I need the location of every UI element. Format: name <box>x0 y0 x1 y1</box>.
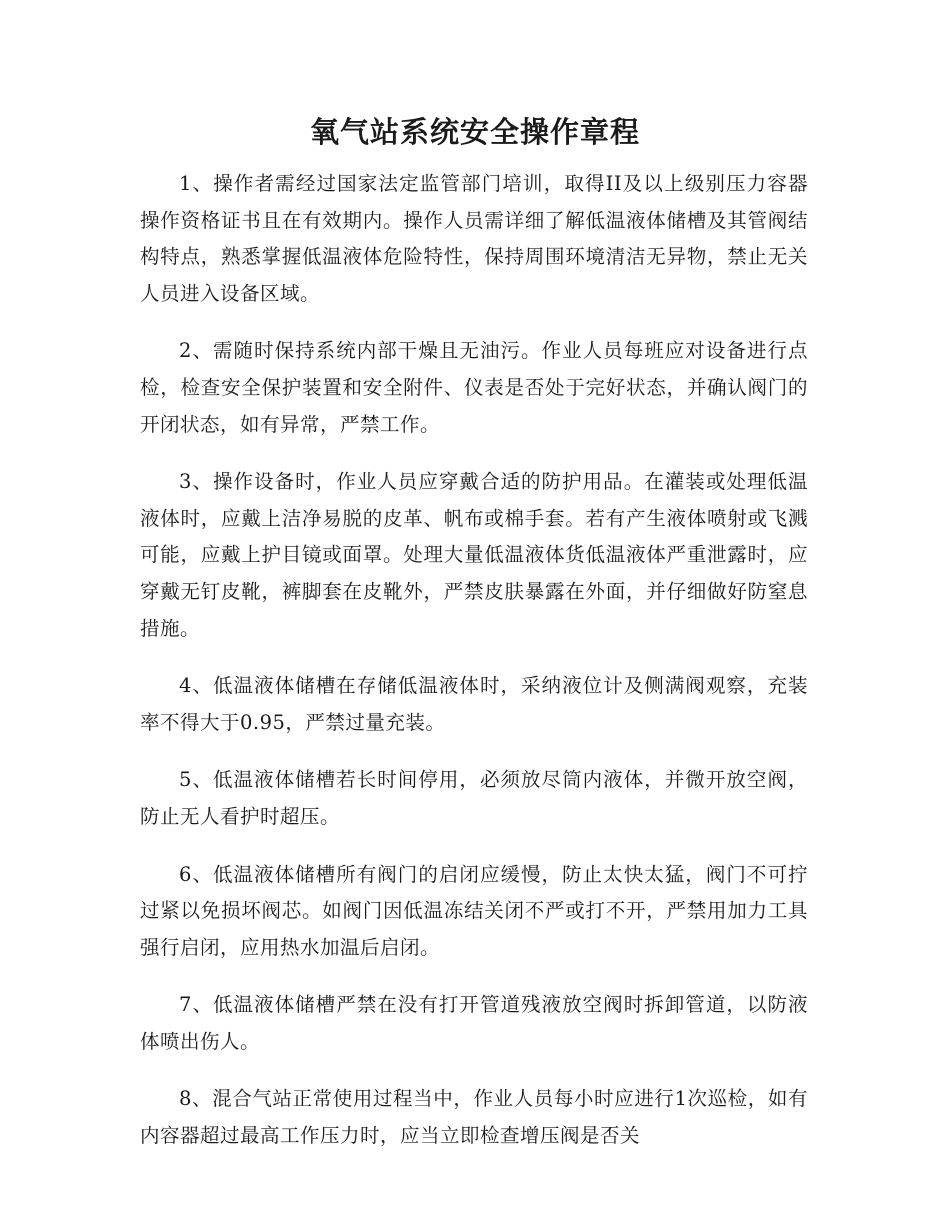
paragraph-1: 1、操作者需经过国家法定监管部门培训，取得II及以上级别压力容器操作资格证书且在有效期内。操作人员需详细了解低温液体储槽及其管阀结构特点，熟悉掌握低温液体危险特性，保持周围环境清洁无异物，禁止无关人员进入设备区域。 <box>140 172 808 305</box>
paragraph-2: 2、需随时保持系统内部干燥且无油污。作业人员每班应对设备进行点检，检查安全保护装置和安全附件、仪表是否处于完好状态，并确认阀门的开闭状态，如有异常，严禁工作。 <box>140 339 808 436</box>
paragraph-6: 6、低温液体储槽所有阀门的启闭应缓慢，防止太快太猛，阀门不可拧过紧以免损坏阀芯。如阀门因低温冻结关闭不严或打不开，严禁用加力工具强行启闭，应用热水加温后启闭。 <box>140 862 808 959</box>
paragraph-3: 3、操作设备时，作业人员应穿戴合适的防护用品。在灌装或处理低温液体时，应戴上洁净易脱的皮革、帆布或棉手套。若有产生液体喷射或飞溅可能，应戴上护目镜或面罩。处理大量低温液体货低温液体严重泄露时，应穿戴无钉皮靴，裤脚套在皮靴外，严禁皮肤暴露在外面，并仔细做好防窒息措施。 <box>140 470 808 640</box>
paragraph-7: 7、低温液体储槽严禁在没有打开管道残液放空阀时拆卸管道，以防液体喷出伤人。 <box>140 993 808 1053</box>
paragraph-5: 5、低温液体储槽若长时间停用，必须放尽筒内液体，并微开放空阀，防止无人看护时超压。 <box>140 768 808 828</box>
paragraph-8: 8、混合气站正常使用过程当中，作业人员每小时应进行1次巡检，如有内容器超过最高工作压力时，应当立即检查增压阀是否关 <box>140 1087 808 1148</box>
document-title: 氧气站系统安全操作章程 <box>309 115 640 149</box>
document-body <box>140 166 808 1176</box>
paragraph-4: 4、低温液体储槽在存储低温液体时，采纳液位计及侧满阀观察，充装率不得大于0.95，严禁过量充装。 <box>140 674 808 734</box>
